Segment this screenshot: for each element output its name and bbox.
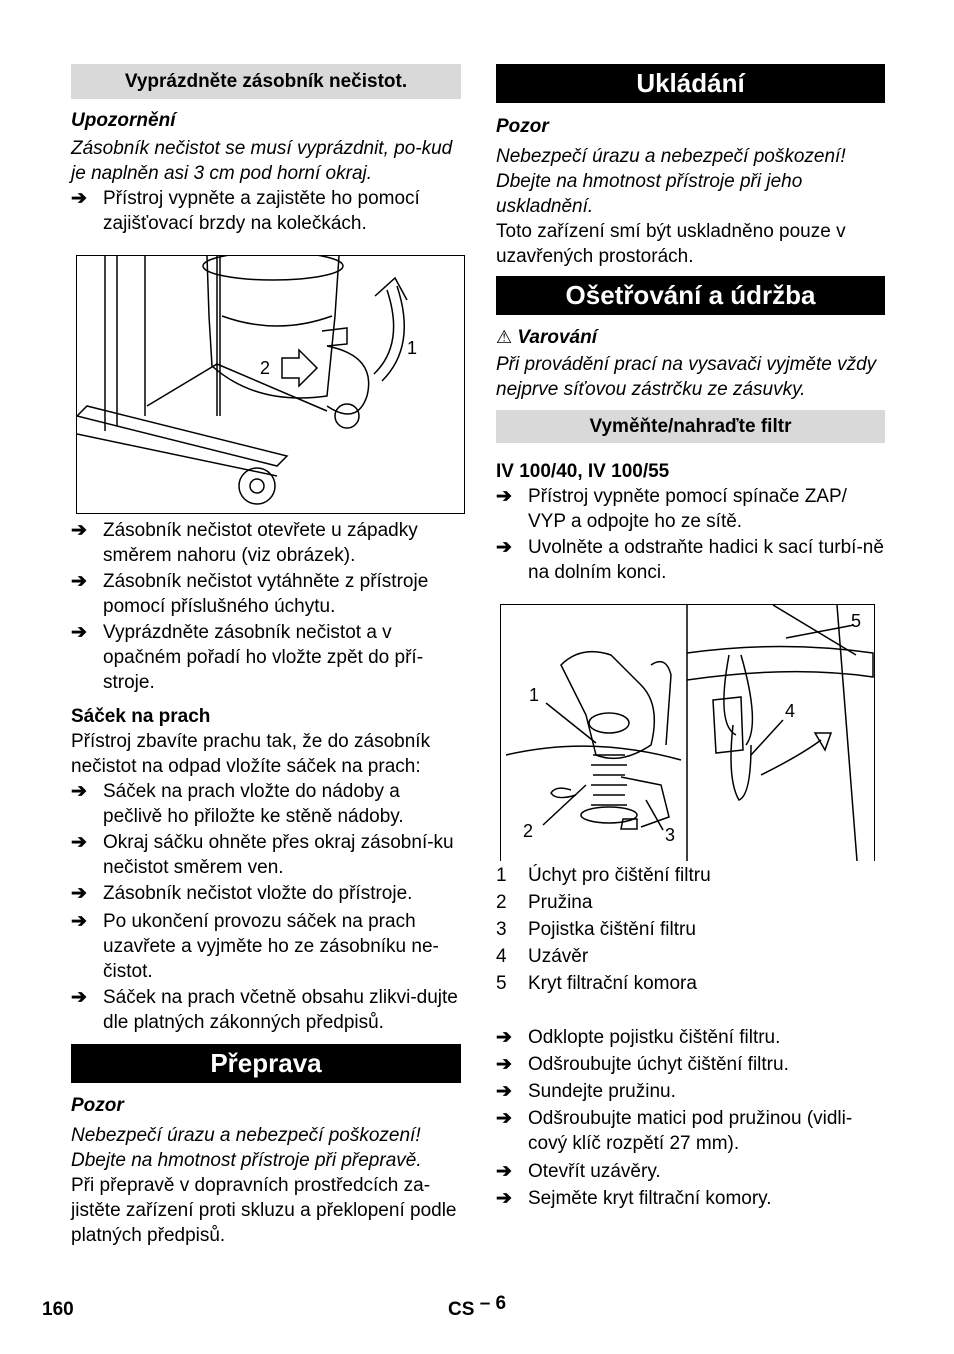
- figure-callout-4: 4: [785, 701, 796, 721]
- filter-steps: [496, 1024, 885, 1212]
- legend-item: [496, 970, 885, 997]
- figure-callout-1: 1: [407, 338, 418, 358]
- arrow-right-icon: ➔: [71, 883, 87, 904]
- steps-empty-container: [71, 518, 461, 695]
- step-switch-off-brake: [71, 186, 461, 236]
- arrow-right-icon: ➔: [71, 987, 87, 1008]
- figure-filter-cleaning: [500, 604, 875, 861]
- warning-heading: [496, 325, 885, 350]
- step-unscrew-nut: [496, 1106, 885, 1156]
- arrow-right-icon: ➔: [71, 520, 87, 541]
- step-text: Sáček na prach včetně obsahu zlikvi-dujte dle platných zákonných předpisů.: [103, 987, 458, 1033]
- arrow-right-icon: ➔: [71, 911, 87, 932]
- step-open-latch: [71, 518, 461, 568]
- dust-bag-title: Sáček na prach: [71, 706, 211, 727]
- step-text: Sáček na prach vložte do nádoby a pečlivě ho přiložte ke stěně nádoby.: [103, 781, 404, 827]
- figure-container-latch: [76, 255, 465, 514]
- step-empty-container: [71, 620, 461, 695]
- arrow-right-icon: ➔: [496, 1027, 512, 1048]
- section-title-empty-container: Vyprázdněte zásobník nečistot.: [71, 64, 461, 99]
- step-remove-cover: [496, 1185, 885, 1212]
- figure-callout-2: 2: [260, 358, 271, 378]
- legend-item: [496, 889, 885, 916]
- step-text: Přístroj vypněte a zajistěte ho pomocí zajišťovací brzdy na kolečkách.: [103, 188, 420, 234]
- step-text: Vyprázdněte zásobník nečistot a v opačném pořadí ho vložte zpět do pří-stroje.: [103, 622, 424, 693]
- step-text: Sejměte kryt filtrační komory.: [528, 1188, 772, 1209]
- legend-text: Uzávěr: [528, 946, 589, 967]
- step-text: Sundejte pružinu.: [528, 1081, 676, 1102]
- legend-number: 2: [496, 892, 507, 913]
- legend-text: Pružina: [528, 892, 593, 913]
- step-text: Otevřít uzávěry.: [528, 1161, 661, 1182]
- step-text: Zásobník nečistot vytáhněte z přístroje pomocí příslušného úchytu.: [103, 571, 429, 617]
- dust-bag-intro: Přístroj zbavíte prachu tak, že do zásobník nečistot na odpad vložíte sáček na prach:: [71, 731, 431, 777]
- arrow-right-icon: ➔: [71, 781, 87, 802]
- step-text: Uvolněte a odstraňte hadici k sací turbí-ně na dolním konci.: [528, 537, 884, 583]
- section-title-transport: Přeprava: [71, 1044, 461, 1083]
- step-pull-container: [71, 569, 461, 619]
- arrow-right-icon: ➔: [496, 537, 512, 558]
- caution-label: Pozor: [496, 116, 549, 137]
- figure-legend: [496, 862, 885, 997]
- note-text: Zásobník nečistot se musí vyprázdnit, po-kud je naplněn asi 3 cm pod horní okraj.: [71, 138, 453, 184]
- step-unclip: [496, 1024, 885, 1051]
- left-column: [71, 64, 461, 1248]
- arrow-right-icon: ➔: [71, 832, 87, 853]
- legend-item: [496, 862, 885, 889]
- legend-text: Kryt filtrační komora: [528, 973, 697, 994]
- right-column: [496, 64, 885, 1212]
- subsection-title-filter: Vyměňte/nahraďte filtr: [496, 410, 885, 443]
- warning-triangle-icon: ⚠: [496, 327, 513, 347]
- figure-callout-3: 3: [665, 825, 676, 845]
- legend-item: [496, 916, 885, 943]
- caution-label: Pozor: [71, 1095, 124, 1116]
- step-insert-bag: [71, 779, 461, 829]
- arrow-right-icon: ➔: [71, 622, 87, 643]
- step-remove-spring: [496, 1078, 885, 1105]
- step-remove-hose: [496, 535, 885, 585]
- legend-text: Úchyt pro čištění filtru: [528, 865, 711, 886]
- legend-number: 3: [496, 919, 507, 940]
- filter-cleaning-illustration: [501, 605, 874, 861]
- step-text: Odšroubujte matici pod pružinou (vidli-cový klíč rozpětí 27 mm).: [528, 1108, 853, 1154]
- transport-text: Při přepravě v dopravních prostředcích za-jistěte zařízení proti skluzu a překlopení podle platných předpisů.: [71, 1175, 457, 1246]
- arrow-right-icon: ➔: [71, 571, 87, 592]
- step-text: Odklopte pojistku čištění filtru.: [528, 1027, 781, 1048]
- language-page-marker: [448, 1293, 507, 1322]
- storage-text: Toto zařízení smí být uskladněno pouze v uzavřených prostorách.: [496, 221, 846, 267]
- step-text: Zásobník nečistot vložte do přístroje.: [103, 883, 413, 904]
- step-text: Okraj sáčku ohněte přes okraj zásobní-ku nečistot směrem ven.: [103, 832, 454, 878]
- step-text: Po ukončení provozu sáček na prach uzavřete a vyjměte ho ze zásobníku ne-čistot.: [103, 911, 439, 982]
- section-title-care: Ošetřování a údržba: [496, 276, 885, 315]
- step-text: Odšroubujte úchyt čištění filtru.: [528, 1054, 789, 1075]
- step-unscrew-handle: [496, 1051, 885, 1078]
- warning-label: Varování: [517, 327, 597, 348]
- figure-callout-1: 1: [529, 685, 540, 705]
- language-page-number: – 6: [479, 1293, 507, 1314]
- legend-text: Pojistka čištění filtru: [528, 919, 696, 940]
- step-open-closures: [496, 1158, 885, 1185]
- page-number: 160: [42, 1299, 74, 1320]
- container-latch-illustration: [77, 256, 464, 513]
- step-text: Zásobník nečistot otevřete u západky směrem nahoru (viz obrázek).: [103, 520, 418, 566]
- step-dispose-bag: [71, 985, 461, 1035]
- legend-number: 1: [496, 865, 507, 886]
- step-switch-off: [496, 484, 885, 534]
- step-text: Přístroj vypněte pomocí spínače ZAP/ VYP a odpojte ho ze sítě.: [528, 486, 847, 532]
- legend-number: 4: [496, 946, 507, 967]
- legend-item: [496, 943, 885, 970]
- arrow-right-icon: ➔: [496, 1161, 512, 1182]
- warning-text: Při provádění prací na vysavači vyjměte vždy nejprve síťovou zástrčku ze zásuvky.: [496, 354, 877, 400]
- caution-text: Nebezpečí úrazu a nebezpečí poškození! Dbejte na hmotnost přístroje při jeho uskladnění.: [496, 146, 846, 217]
- arrow-right-icon: ➔: [496, 486, 512, 507]
- arrow-right-icon: ➔: [496, 1188, 512, 1209]
- section-title-storage: Ukládání: [496, 64, 885, 103]
- model-title: IV 100/40, IV 100/55: [496, 461, 670, 482]
- arrow-right-icon: ➔: [496, 1054, 512, 1075]
- arrow-right-icon: ➔: [496, 1108, 512, 1129]
- language-code: CS: [448, 1299, 475, 1320]
- figure-callout-5: 5: [851, 611, 862, 631]
- figure-callout-2: 2: [523, 821, 534, 841]
- note-label: Upozornění: [71, 110, 176, 131]
- step-fold-bag: [71, 830, 461, 880]
- legend-number: 5: [496, 973, 507, 994]
- step-insert-container: [71, 881, 461, 906]
- caution-text: Nebezpečí úrazu a nebezpečí poškození! Dbejte na hmotnost přístroje při přepravě.: [71, 1125, 422, 1171]
- arrow-right-icon: ➔: [71, 188, 87, 209]
- arrow-right-icon: ➔: [496, 1081, 512, 1102]
- dust-bag-steps: [71, 779, 461, 1035]
- step-close-bag: [71, 909, 461, 984]
